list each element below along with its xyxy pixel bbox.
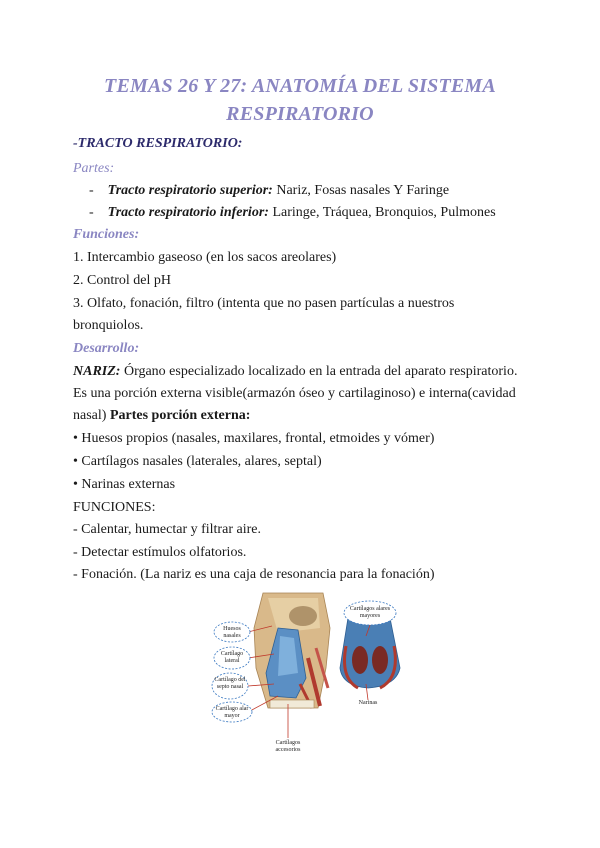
title-line-1: TEMAS 26 Y 27: ANATOMÍA DEL SISTEMA [104, 75, 496, 97]
label-cartilagos-accesorios: Cartílagos accesorios [275, 740, 301, 753]
funciones-item: 2. Control del pH [73, 273, 171, 288]
nose-anatomy-figure [208, 588, 428, 758]
nose-illustration [208, 588, 428, 758]
label-narinas: Narinas [358, 700, 378, 706]
funcion-item: - Fonación. (La nariz es una caja de resonancia para la fonación) [73, 567, 435, 582]
page-title [60, 72, 540, 128]
bullet-item: • Cartílagos nasales (laterales, alares, septal) [73, 454, 322, 469]
funciones-item: bronquiolos. [73, 318, 144, 333]
partes-externa-heading: Partes porción externa: [109, 408, 251, 423]
desarrollo-heading: Desarrollo: [73, 341, 140, 356]
label-cartilagos-alares-mayores: Cartílagos alares mayores [349, 606, 391, 619]
partes-heading: Partes: [73, 161, 115, 176]
label-huesos-nasales: Huesos nasales [223, 626, 241, 639]
title-line-2: RESPIRATORIO [226, 103, 374, 125]
nariz-text: Órgano especializado localizado en la entrada del aparato respiratorio. [120, 364, 518, 379]
funcion-item: - Detectar estímulos olfatorios. [73, 545, 247, 560]
partes-item-2 [89, 204, 496, 222]
nariz-line-3 [73, 407, 250, 425]
partes-item-label: Tracto respiratorio superior: [107, 183, 273, 198]
label-cartilago-alar: Cartílago alar mayor [215, 706, 249, 719]
funciones-item: 1. Intercambio gaseoso (en los sacos areolares) [73, 250, 337, 265]
nariz-line-2: Es una porción externa visible(armazón óseo y cartilaginoso) e interna(cavidad [73, 386, 516, 401]
label-cartilago-septo: Cartílago del septo nasal [214, 677, 246, 690]
funciones-nariz-heading: FUNCIONES: [73, 500, 156, 515]
partes-item-text: Laringe, Tráquea, Bronquios, Pulmones [268, 205, 496, 220]
funciones-item: 3. Olfato, fonación, filtro (intenta que no pasen partículas a nuestros [73, 296, 455, 311]
funcion-item: - Calentar, humectar y filtrar aire. [73, 522, 261, 537]
dash: - [89, 205, 108, 220]
partes-item-1 [89, 182, 449, 200]
nariz-line-1 [73, 363, 517, 381]
nariz-line-3-start: nasal) [73, 408, 110, 423]
funciones-heading: Funciones: [73, 227, 140, 242]
section-heading: -TRACTO RESPIRATORIO: [73, 136, 243, 151]
label-cartilago-lateral: Cartílago lateral [220, 651, 244, 664]
partes-item-label: Tracto respiratorio inferior: [107, 205, 269, 220]
dash: - [89, 183, 108, 198]
bullet-item: • Narinas externas [73, 477, 176, 492]
partes-item-text: Nariz, Fosas nasales Y Faringe [272, 183, 450, 198]
bullet-item: • Huesos propios (nasales, maxilares, frontal, etmoides y vómer) [73, 431, 435, 446]
nariz-label: NARIZ: [73, 364, 121, 379]
